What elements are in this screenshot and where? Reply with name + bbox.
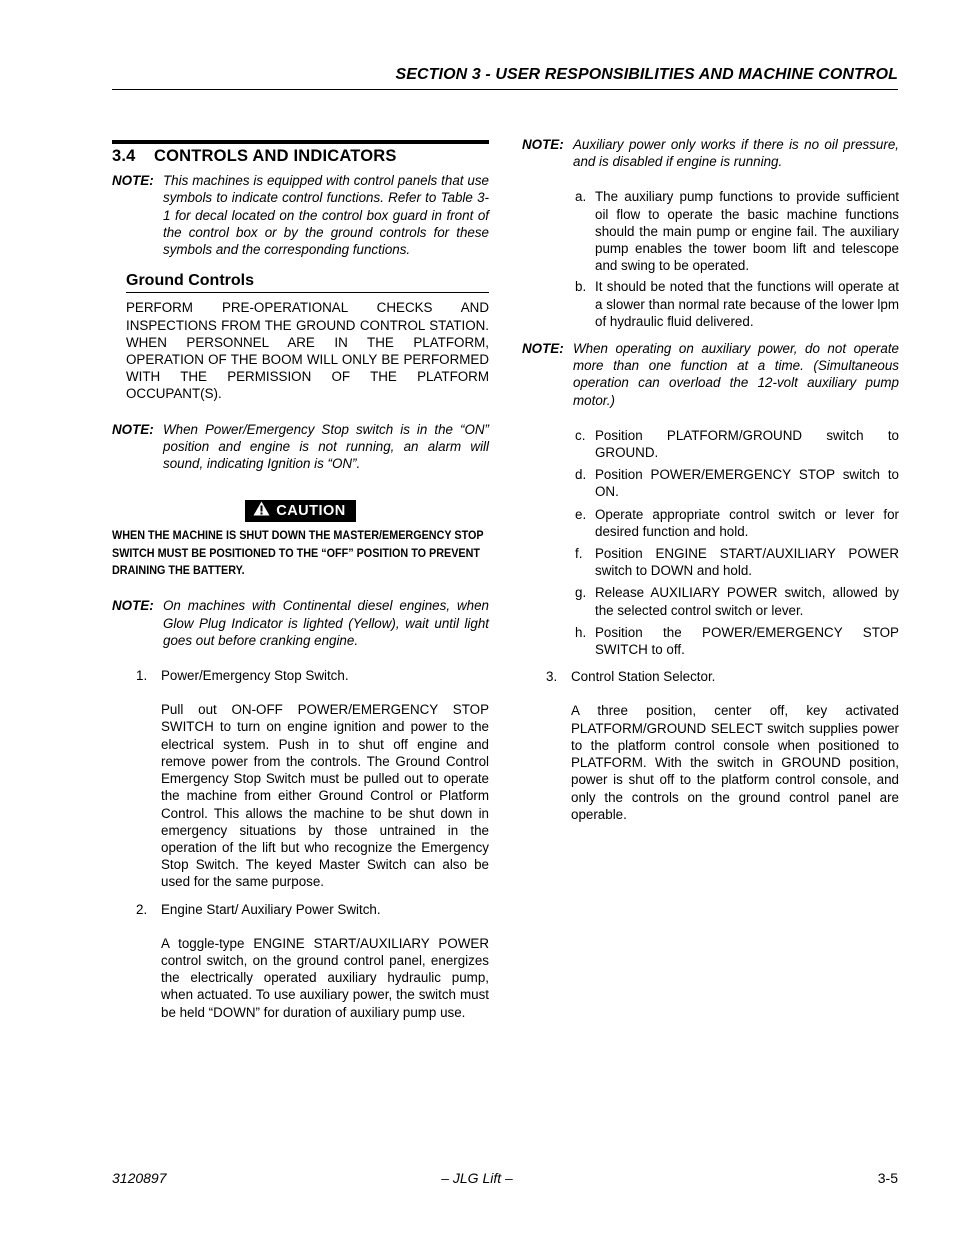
list-item-1 [112,667,489,684]
note-label: NOTE: [112,421,154,437]
sub-item-b [575,278,899,330]
caution-badge [245,500,356,522]
list-item-title: Power/Emergency Stop Switch. [161,668,349,684]
note-glow-plug [112,597,489,649]
header-rule [112,89,898,90]
note-one-function [522,340,899,409]
caution-text: WHEN THE MACHINE IS SHUT DOWN THE MASTER/EMERGENCY STOP SWITCH MUST BE POSITIONED TO THE “OFF” POSITION TO PREVENT DRAINING THE BATTERY. [112,528,484,578]
sub-item-text: Position ENGINE START/AUXILIARY POWER switch to DOWN and hold. [595,546,899,579]
note-text: When operating on auxiliary power, do not operate more than one function at a time. (Simultaneous operation can overload the 12-volt auxiliary pump motor.) [573,341,899,408]
list-item-2 [112,901,489,918]
sub-item-f [575,545,899,579]
note-text: Auxiliary power only works if there is no oil pressure, and is disabled if engine is running. [573,137,899,170]
list-number: 1. [136,668,148,684]
sub-item-letter: e. [575,506,587,522]
note-label: NOTE: [522,341,564,357]
sub-item-letter: c. [575,427,586,443]
ground-controls-heading-wrap [126,272,489,293]
list-item-title: Engine Start/ Auxiliary Power Switch. [161,901,381,917]
note-text: This machines is equipped with control panels that use symbols to indicate control functions. Refer to Table 3-1 for decal located on the control box guard in front of the control box or by the ground controls for these symbols and the corresponding functions. [163,173,489,258]
sub-item-text: Position the POWER/EMERGENCY STOP SWITCH to off. [595,624,899,658]
footer-page-number: 3-5 [877,1170,898,1186]
ground-controls-heading: Ground Controls [126,272,489,293]
note-label: NOTE: [112,173,154,189]
sub-item-text: Operate appropriate control switch or lever for desired function and hold. [595,506,899,539]
list-item-body: A toggle-type ENGINE START/AUXILIARY POWER control switch, on the ground control panel, energizes the electrically operated auxiliary hydraulic pump, when actuated. To use auxiliary power, the switch must be held “DOWN” for duration of auxiliary pump use. [161,935,489,1020]
sub-item-text: Release AUXILIARY POWER switch, allowed by the selected control switch or lever. [595,585,899,618]
note-text: When Power/Emergency Stop switch is in the “ON” position and engine is not running, an alarm will sound, indicating Ignition is “ON”. [163,421,489,472]
sub-item-g [575,584,899,618]
sub-item-text: The auxiliary pump functions to provide sufficient oil flow to operate the basic machine functions should the main pump or engine fail. The auxiliary pump enables the tower boom lift and telescope and swing to be operated. [595,189,899,274]
sub-item-text: It should be noted that the functions will operate at a slower than normal rate because of the lower lpm of hydraulic fluid delivered. [595,279,899,329]
sub-item-text: Position POWER/EMERGENCY STOP switch to ON. [595,467,899,500]
list-item-3 [522,668,899,685]
note-label: NOTE: [112,598,154,614]
sub-item-c [575,427,899,461]
sub-item-letter: g. [575,585,587,601]
note-label: NOTE: [522,137,564,152]
warning-triangle-icon [253,501,270,521]
sub-item-letter: d. [575,467,587,483]
list-number: 2. [136,901,148,917]
note-alarm [112,421,489,473]
running-header: SECTION 3 - USER RESPONSIBILITIES AND MACHINE CONTROL [395,66,898,83]
caution-box [112,500,489,522]
right-column [522,136,899,823]
list-item-title: Control Station Selector. [571,669,716,685]
section-number: 3.4 [112,147,136,165]
list-item-body: Pull out ON-OFF POWER/EMERGENCY STOP SWITCH to turn on engine ignition and power to the electrical system. Push in to shut off engine and remove power from the controls. The Ground Control Emergency Stop Switch must be pulled out to operate the machine from either Ground Control or Platform Control. This allows the machine to be shut down in emergency situations by those untrained in the operation of the lift but who recognize the Emergency Stop Switch. The keyed Master Switch can also be used for the same purpose. [161,702,489,890]
ground-controls-text: PERFORM PRE-OPERATIONAL CHECKS AND INSPECTIONS FROM THE GROUND CONTROL STATION. WHEN PERSONNEL ARE IN THE PLATFORM, OPERATION OF THE BOOM WILL ONLY BE PERFORMED WITH THE PERMISSION OF THE PLATFORM OCCUPANT(S). [126,300,489,402]
sub-item-letter: h. [575,624,587,640]
left-column [112,140,489,1021]
section-rule [112,140,489,144]
list-item-body: A three position, center off, key activated PLATFORM/GROUND SELECT switch supplies power to the platform control console when positioned to PLATFORM. With the switch in GROUND position, power is shut off to the platform control console, and only the controls on the ground control panel are operable. [571,703,899,822]
section-heading [112,148,489,165]
footer-doc-number: 3120897 [112,1170,167,1186]
sub-item-e [575,506,899,540]
caution-label: CAUTION [276,503,346,520]
list-number: 3. [546,669,558,685]
sub-item-text: Position PLATFORM/GROUND switch to GROUND. [595,427,899,461]
sub-item-letter: a. [575,189,587,205]
sub-item-letter: f. [575,546,583,562]
footer-publisher: – JLG Lift – [441,1170,513,1186]
note-control-panels [112,172,489,258]
sub-item-h [575,624,899,658]
note-aux-power [522,136,899,170]
sub-item-d [575,466,899,500]
section-title: CONTROLS AND INDICATORS [154,147,397,165]
sub-item-letter: b. [575,279,587,295]
note-text: On machines with Continental diesel engines, when Glow Plug Indicator is lighted (Yellow), wait until light goes out before cranking engine. [163,598,489,648]
sub-item-a [575,188,899,274]
